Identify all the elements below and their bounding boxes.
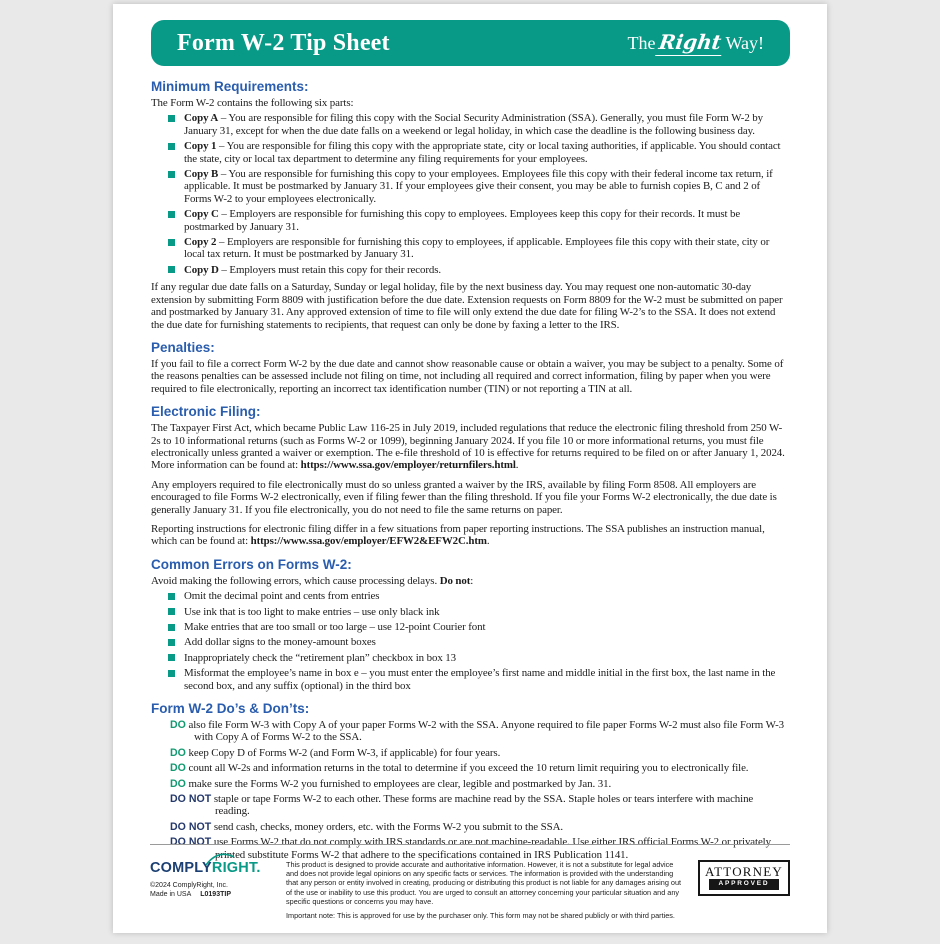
do-item: [170, 762, 790, 774]
list-item: [151, 208, 790, 233]
copy-list: [151, 112, 790, 276]
efiling-paragraph-2: Any employers required to file electronically must do so unless granted a waiver by the IRS, available by filing Form 8508. All employers are encouraged to file Forms W-2 electronically, even if filing fewer than the filing threshold. If you file your Forms W-2 electronically, the due date is generally January 31. If you file electronically, you do not need to file the same returns on paper.: [151, 478, 777, 516]
do-label: DO: [170, 746, 186, 759]
paragraph-text: .: [486, 535, 490, 548]
document-body: [113, 79, 827, 861]
title-banner: [151, 20, 790, 66]
badge-approved-text: APPROVED: [709, 879, 779, 890]
min-req-intro: The Form W-2 contains the following six parts:: [151, 97, 354, 109]
copy-text: – You are responsible for furnishing this copy to your employees. Employees file this copy with their federal income tax return, if applicable. It must be postmarked by January 31. If your employees give their consent, you may be able to furnish copies B, C and 2 of Forms W-2 to your employees electronically.: [184, 168, 773, 205]
logo-word-the: The: [627, 33, 656, 53]
do-item: [170, 747, 790, 759]
do-label: DO: [170, 719, 186, 732]
url-text: https://www.ssa.gov/employer/EFW2&EFW2C.htm: [250, 535, 487, 548]
bullet-square-icon: [168, 593, 175, 600]
page-title: Form W-2 Tip Sheet: [177, 29, 390, 56]
do-not-item: [170, 821, 790, 833]
common-errors-list: [151, 590, 790, 692]
logo-word-right: RIGHT.: [211, 859, 261, 876]
list-item: [151, 621, 790, 633]
copy-label: Copy B: [184, 168, 219, 181]
attorney-approved-badge: [698, 860, 790, 896]
bullet-square-icon: [168, 624, 175, 631]
logo-word-right: Right: [656, 30, 726, 56]
do-not-text: use Forms W-2 that do not comply with IRS standards or are not machine-readable. Use either IRS official Forms W-2 or privately printed substitute Forms W-2 that adhere to the specifications contained in IRS Publication 1141.: [213, 836, 771, 861]
do-not-text: send cash, checks, money orders, etc. with the Forms W-2 you submit to the SSA.: [213, 820, 563, 833]
paragraph-text: .: [515, 459, 519, 472]
error-text: Misformat the employee’s name in box e – you must enter the employee’s first name and middle initial in the first box, the last name in the second box, and any suffix (optional) in the third box: [184, 667, 776, 692]
list-item: [151, 636, 790, 648]
complyright-logo-block: [150, 860, 278, 900]
section-heading-penalties: Penalties:: [151, 339, 215, 355]
bullet-square-icon: [168, 639, 175, 646]
list-item: [151, 590, 790, 602]
do-item: [170, 778, 790, 790]
do-not-emphasis: Do not: [439, 574, 471, 587]
bullet-square-icon: [168, 670, 175, 677]
badge-attorney-text: ATTORNEY: [705, 863, 783, 879]
copy-label: Copy 1: [184, 140, 217, 153]
product-sku: L0193TIP: [200, 891, 231, 899]
copy-label: Copy 2: [184, 236, 217, 249]
do-label: DO: [170, 762, 186, 775]
made-in-text: Made in USA: [150, 891, 192, 899]
list-item: [151, 168, 790, 205]
do-not-label: DO NOT: [170, 836, 212, 849]
bullet-square-icon: [168, 211, 175, 218]
do-not-label: DO NOT: [170, 793, 212, 806]
error-text: Use ink that is too light to make entries – use only black ink: [184, 605, 440, 618]
logo-word-way: Way!: [725, 33, 764, 53]
made-in-line: [150, 890, 278, 900]
do-text: count all W-2s and information returns in the total to determine if you exceed the 10 return limit requiring you to electronically file.: [188, 762, 749, 775]
do-text: make sure the Forms W-2 you furnished to employees are clear, legible and postmarked by Jan. 31.: [188, 777, 612, 790]
copy-text: – Employers are responsible for furnishing this copy to employees, if applicable. Employees file this copy with their state, city or local tax return. It must be postmarked by January 31.: [184, 236, 770, 261]
copyright-text: ©2024 ComplyRight, Inc.: [150, 881, 228, 889]
error-text: Add dollar signs to the money-amount boxes: [184, 636, 376, 649]
bullet-square-icon: [168, 654, 175, 661]
section-heading-minimum-requirements: Minimum Requirements:: [151, 79, 309, 94]
important-note: Important note: This is approved for use by the purchaser only. This form may not be shared publicly or with third parties.: [286, 910, 675, 920]
error-text: Make entries that are too small or too large – use 12-point Courier font: [184, 621, 486, 633]
complyright-logo: [150, 860, 278, 876]
copy-label: Copy C: [184, 208, 219, 221]
copy-label: Copy A: [184, 112, 219, 125]
section-heading-electronic-filing: Electronic Filing:: [151, 404, 261, 420]
do-item: [170, 719, 790, 744]
paragraph-text: Reporting instructions for electronic filing differ in a few situations from paper reporting instructions. The SSA publishes an instruction manual, which can be found at:: [151, 522, 765, 548]
page-footer: [150, 844, 790, 920]
do-text: also file Form W-3 with Copy A of your paper Forms W-2 with the SSA. Anyone required to file paper Forms W-2 must also file Form W-3 with Copy A of Forms W-2 to the SSA.: [188, 719, 785, 744]
bullet-square-icon: [168, 266, 175, 273]
section-heading-dos-donts: Form W-2 Do’s & Don’ts:: [151, 701, 310, 717]
copy-text: – You are responsible for filing this copy with the appropriate state, city or local taxing authorities, if applicable. You should contact the state, city or local tax department to determine any filing requirements for your employees.: [184, 140, 781, 165]
copy-text: – Employers are responsible for furnishing this copy to employees. Employees keep this copy for their records. It must be postmarked by January 31.: [184, 208, 741, 233]
legal-disclaimer: [278, 860, 698, 920]
copy-text: – You are responsible for filing this copy with the Social Security Administration (SSA). Generally, you must file Form W-2 by January 31, except for when the due date falls on a weekend or legal holiday, in which case the deadline is the following business day.: [184, 112, 763, 137]
disclaimer-text: This product is designed to provide accurate and authoritative information. However, it is not a substitute for legal advice and does not provide legal opinions on any specific facts or services. The information is provided with the understanding that any person or entity involved in creating, producing or distributing this product is not liable for any damages arising out of the use or inability to use this product. You are urged to consult an attorney concerning your particular situation and any specific questions or concerns you may have.: [286, 859, 682, 907]
list-item: [151, 652, 790, 664]
bullet-square-icon: [168, 143, 175, 150]
paragraph-text: The Taxpayer First Act, which became Public Law 116-25 in July 2019, included regulations that reduce the electronic filing threshold from 250 W-2s to 10 informational returns (such as Forms W-2 or 1099), beginning January 2024. If you file 10 or more informational returns, you must file electronically unless granted a waiver or exemption. The e-file threshold of 10 is effective for returns required to be filed on or after January 1, 2024. More information can be found at:: [151, 422, 785, 472]
do-not-text: staple or tape Forms W-2 to each other. These forms are machine read by the SSA. Staple holes or tears interfere with machine reading.: [213, 793, 754, 818]
list-item: [151, 236, 790, 261]
bullet-square-icon: [168, 115, 175, 122]
do-not-item: [170, 793, 790, 818]
bullet-square-icon: [168, 608, 175, 615]
list-item: [151, 112, 790, 137]
bullet-square-icon: [168, 171, 175, 178]
section-heading-common-errors: Common Errors on Forms W-2:: [151, 556, 352, 572]
list-item: [151, 667, 790, 692]
bullet-square-icon: [168, 239, 175, 246]
error-text: Omit the decimal point and cents from entries: [184, 590, 380, 603]
logo-word-comply: COMPLY: [150, 859, 212, 876]
penalties-paragraph: If you fail to file a correct Form W-2 by the due date and cannot show reasonable cause or obtain a waiver, you may be subject to a penalty. Some of the reasons penalties can be assessed include not filing on time, not including all required and correct information, filing by paper when you were required to file electronically, reporting an incorrect tax identification number (TIN) or not reporting a TIN at all.: [151, 357, 784, 395]
efiling-paragraph-3: [151, 523, 790, 548]
list-item: [151, 140, 790, 165]
document-page: [113, 4, 827, 933]
list-item: [151, 606, 790, 618]
do-label: DO: [170, 777, 186, 790]
logo-swoosh-icon: [205, 852, 235, 866]
intro-text: :: [470, 574, 474, 587]
min-req-closing-paragraph: If any regular due date falls on a Saturday, Sunday or legal holiday, file by the next business day. You may request one non-automatic 30-day extension by submitting Form 8809 with justification before the due date. Extension requests on Form 8809 for the W-2 must be submitted on paper and postmarked by January 31. Any approved extension of time to file will only extend the due date for filing W-2’s to the SSA. It does not extend the due date for furnishing statements to recipients, that request can only be done by faxing a letter to the IRS.: [151, 281, 783, 331]
do-text: keep Copy D of Forms W-2 (and Form W-3, if applicable) for four years.: [188, 746, 501, 759]
efiling-paragraph-1: [151, 422, 790, 472]
url-text: https://www.ssa.gov/employer/returnfilers.html: [300, 459, 516, 472]
the-right-way-logo: [628, 30, 765, 56]
copyright-line: [150, 881, 278, 900]
error-text: Inappropriately check the “retirement plan” checkbox in box 13: [184, 651, 457, 664]
dos-donts-list: [151, 719, 790, 861]
common-errors-intro: [151, 575, 790, 587]
list-item: [151, 264, 790, 276]
copy-text: – Employers must retain this copy for their records.: [218, 263, 441, 276]
do-not-label: DO NOT: [170, 820, 212, 833]
intro-text: Avoid making the following errors, which cause processing delays.: [151, 574, 440, 587]
copy-label: Copy D: [184, 263, 219, 276]
